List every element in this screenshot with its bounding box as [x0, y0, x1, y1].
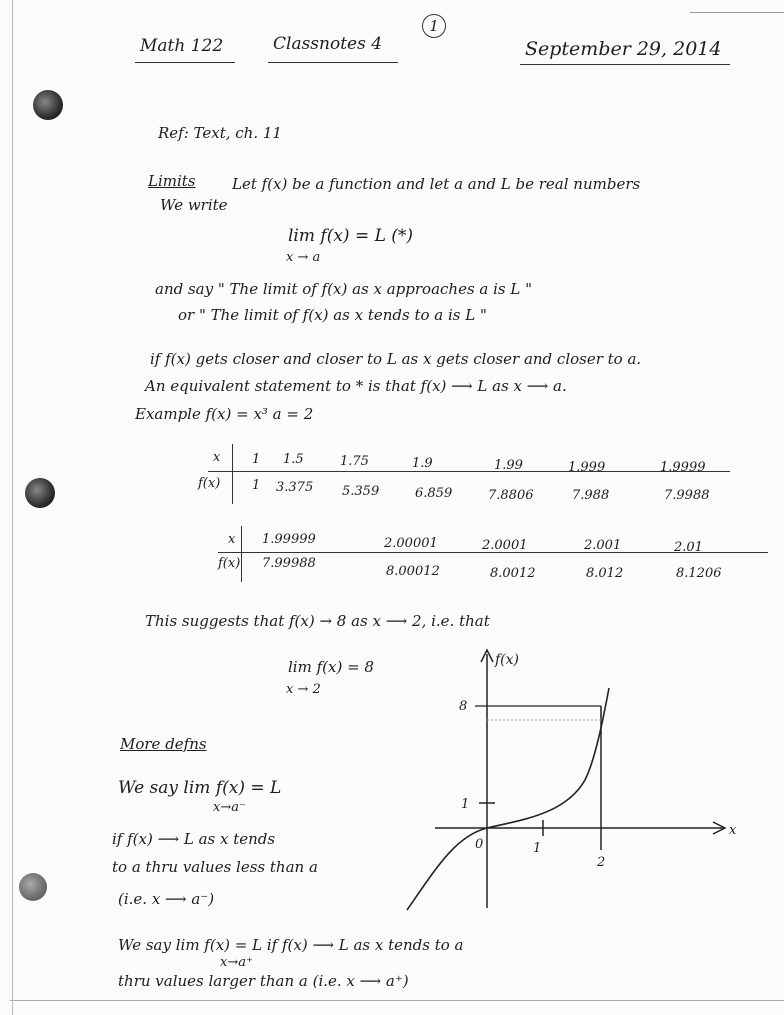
- table2-f-1: 8.00012: [386, 564, 440, 579]
- table2-vline: [241, 526, 242, 582]
- right-limit-sub: x→a⁺: [220, 955, 253, 970]
- title-underline: [268, 62, 398, 63]
- graph-x-label: x: [729, 823, 737, 838]
- right-limit-def: We say lim f(x) = L if f(x) ⟶ L as x tends to a: [118, 936, 464, 954]
- graph-y-label: f(x): [495, 652, 520, 668]
- bottom-rule: [10, 1000, 784, 1001]
- condition-line-2: An equivalent statement to * is that f(x) ⟶ L as x ⟶ a.: [145, 377, 567, 395]
- table2-x-1: 2.00001: [384, 536, 438, 551]
- table1-f-1: 3.375: [276, 480, 314, 495]
- margin-line: [12, 0, 13, 1015]
- page-number: 1: [422, 14, 446, 38]
- we-write: We write: [160, 196, 228, 214]
- say-line-2: or " The limit of f(x) as x tends to a is L ": [178, 306, 487, 324]
- suggests-line: This suggests that f(x) → 8 as x ⟶ 2, i.e. that: [145, 612, 490, 630]
- table1-x-1: 1.5: [283, 452, 304, 467]
- limits-intro: Let f(x) be a function and let a and L be real numbers: [232, 175, 641, 193]
- punch-hole-bottom: [19, 873, 47, 901]
- cubic-curve: [407, 688, 609, 910]
- course-name: Math 122: [140, 36, 224, 56]
- notes-title: Classnotes 4: [273, 34, 383, 54]
- table1-hline: [208, 471, 730, 472]
- table1-x-3: 1.9: [412, 456, 433, 471]
- graph-tick-1x: 1: [533, 841, 542, 856]
- limit-definition: lim f(x) = L (*): [288, 226, 414, 246]
- table2-f-2: 8.0012: [490, 566, 536, 581]
- example-line: Example f(x) = x³ a = 2: [135, 405, 314, 423]
- graph-tick-1y: 1: [461, 797, 470, 812]
- table1-x-6: 1.9999: [660, 460, 706, 475]
- table1-x-4: 1.99: [494, 458, 523, 473]
- course-underline: [135, 62, 235, 63]
- right-limit-desc: thru values larger than a (i.e. x ⟶ a⁺): [118, 972, 409, 990]
- left-limit-desc-2: to a thru values less than a: [112, 858, 318, 876]
- table1-f-3: 6.859: [415, 486, 453, 501]
- limit-result: lim f(x) = 8: [288, 658, 374, 676]
- table1-x-5: 1.999: [568, 460, 606, 475]
- table1-f-2: 5.359: [342, 484, 380, 499]
- table2-f-3: 8.012: [586, 566, 624, 581]
- limit-definition-sub: x → a: [286, 250, 321, 265]
- table2-x-label: x: [228, 532, 236, 547]
- table1-x-2: 1.75: [340, 454, 369, 469]
- left-limit-desc-3: (i.e. x ⟶ a⁻): [118, 890, 215, 908]
- graph-tick-2: 2: [597, 855, 606, 870]
- table2-x-3: 2.001: [584, 538, 622, 553]
- table1-f-5: 7.988: [572, 488, 610, 503]
- table1-f-label: f(x): [198, 476, 221, 491]
- left-limit-sub: x→a⁻: [213, 800, 246, 815]
- left-limit-def: We say lim f(x) = L: [118, 778, 282, 798]
- table2-x-0: 1.99999: [262, 532, 316, 547]
- graph-tick-0: 0: [475, 837, 484, 852]
- table2-f-0: 7.99988: [262, 556, 316, 571]
- notes-date: September 29, 2014: [525, 38, 722, 60]
- table1-x-0: 1: [252, 452, 261, 467]
- graph-tick-8: 8: [459, 699, 468, 714]
- table2-x-2: 2.0001: [482, 538, 528, 553]
- say-line-1: and say " The limit of f(x) as x approaches a is L ": [155, 280, 533, 298]
- table1-f-6: 7.9988: [664, 488, 710, 503]
- table1-x-label: x: [213, 450, 221, 465]
- date-underline: [520, 64, 730, 65]
- reference: Ref: Text, ch. 11: [158, 124, 282, 142]
- top-right-rule: [690, 12, 784, 13]
- condition-line-1: if f(x) gets closer and closer to L as x gets closer and closer to a.: [150, 350, 642, 368]
- punch-hole-middle: [25, 478, 55, 508]
- punch-hole-top: [33, 90, 63, 120]
- table1-f-0: 1: [252, 478, 261, 493]
- table1-f-4: 7.8806: [488, 488, 534, 503]
- function-graph: [395, 640, 755, 920]
- more-defns-heading: More defns: [120, 735, 207, 753]
- table1-vline: [232, 444, 233, 504]
- left-limit-desc-1: if f(x) ⟶ L as x tends: [112, 830, 276, 848]
- limit-result-sub: x → 2: [286, 682, 321, 697]
- limits-heading: Limits: [148, 172, 196, 190]
- table2-f-4: 8.1206: [676, 566, 722, 581]
- table2-x-4: 2.01: [674, 540, 703, 555]
- table2-f-label: f(x): [218, 556, 241, 571]
